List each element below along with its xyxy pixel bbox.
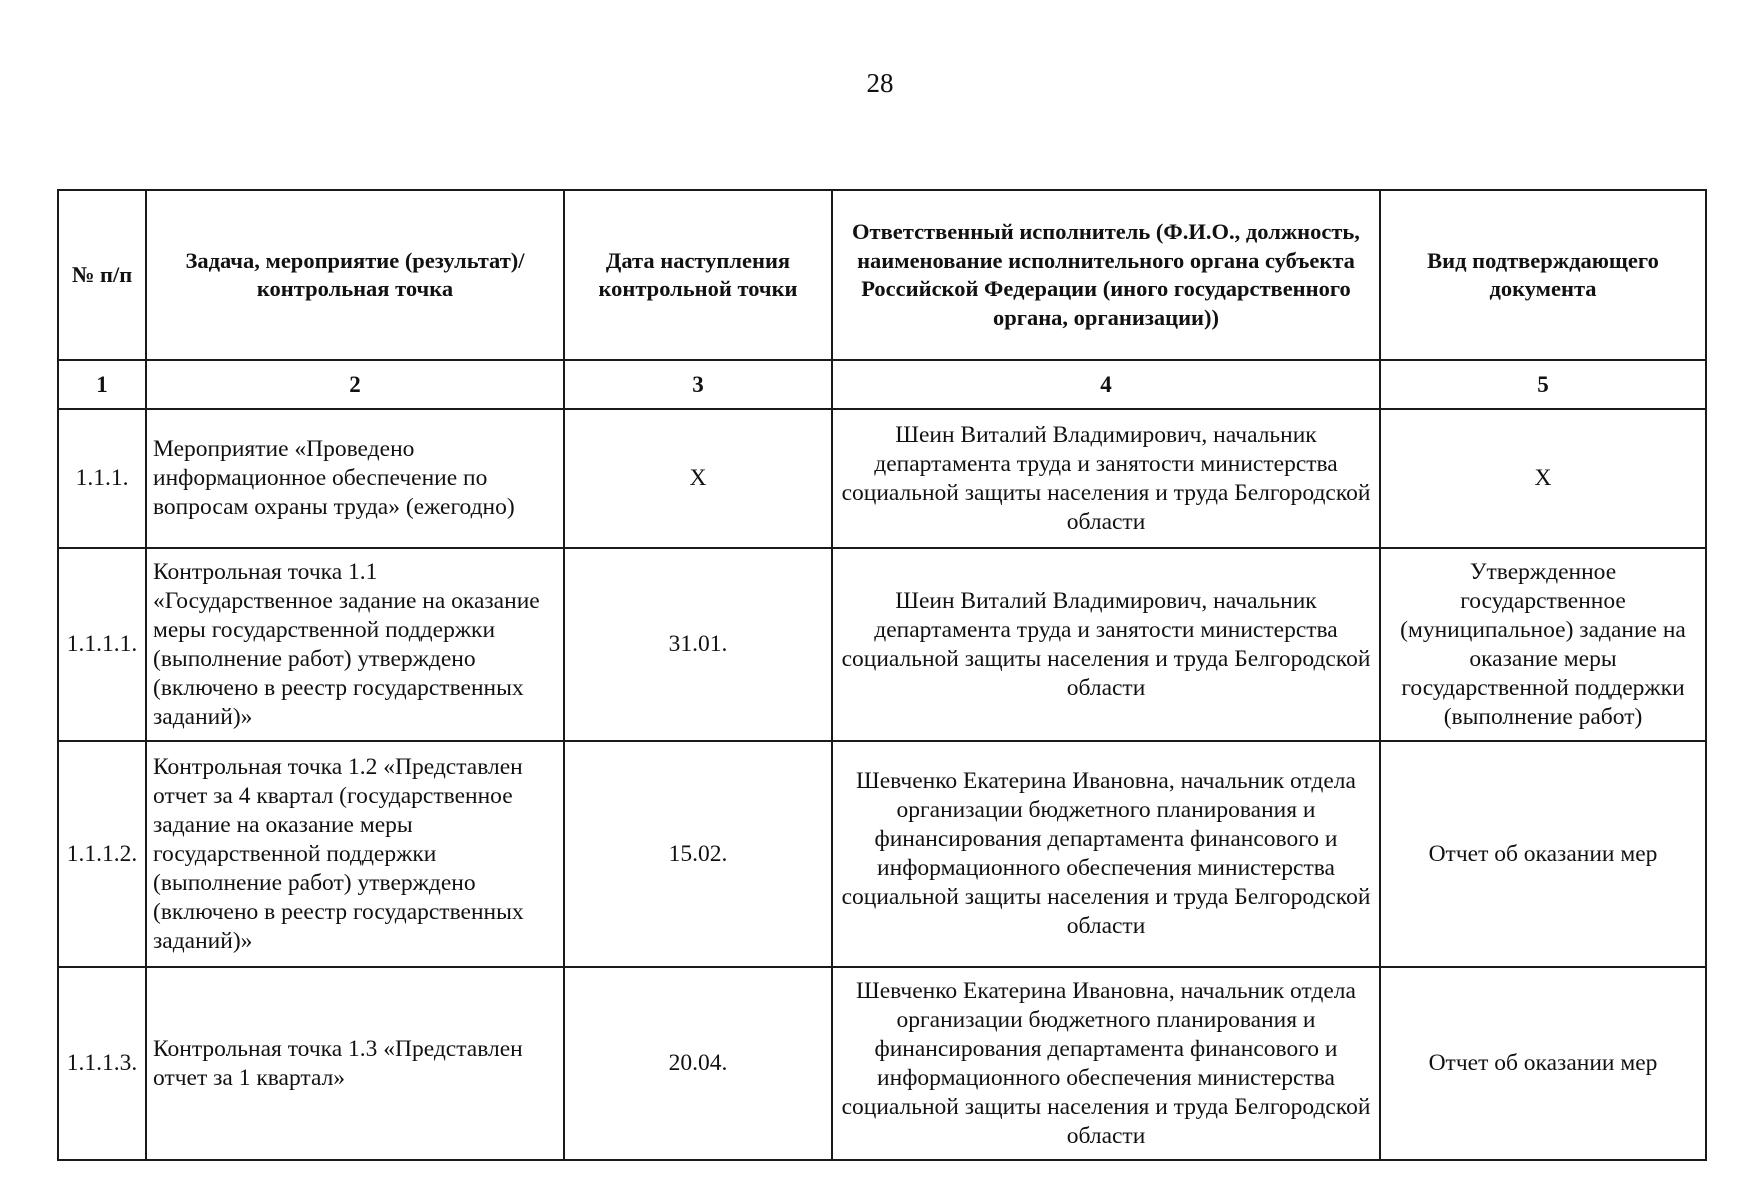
row-number: 1.1.1.1.: [58, 548, 146, 741]
row-task: Контрольная точка 1.2 «Представлен отчет за 4 квартал (государственное задание на оказание меры государственной поддержки (выполнение работ) утверждено (включено в реестр государственных заданий)»: [146, 741, 564, 967]
table-row: [58, 967, 1706, 1160]
row-responsible: Шеин Виталий Владимирович, начальник департамента труда и занятости министерства социальной защиты населения и труда Белгородской области: [832, 409, 1380, 548]
row-task: Контрольная точка 1.3 «Представлен отчет за 1 квартал»: [146, 967, 564, 1160]
table-row: [58, 741, 1706, 967]
row-date: Х: [564, 409, 832, 548]
row-task: Мероприятие «Проведено информационное обеспечение по вопросам охраны труда» (ежегодно): [146, 409, 564, 548]
header-responsible: Ответственный исполнитель (Ф.И.О., должность, наименование исполнительного органа субъекта Российской Федерации (иного государственного органа, организации)): [832, 190, 1380, 360]
table-header-row: [58, 190, 1706, 360]
row-number: 1.1.1.2.: [58, 741, 146, 967]
column-index: 1: [58, 360, 146, 409]
column-index: 2: [146, 360, 564, 409]
row-date: 15.02.: [564, 741, 832, 967]
row-date: 20.04.: [564, 967, 832, 1160]
column-index: 3: [564, 360, 832, 409]
control-points-table: [57, 189, 1707, 1161]
table-row: [58, 548, 1706, 741]
table-row: [58, 409, 1706, 548]
header-number: № п/п: [58, 190, 146, 360]
column-index: 4: [832, 360, 1380, 409]
row-document: Отчет об оказании мер: [1380, 741, 1706, 967]
row-responsible: Шеин Виталий Владимирович, начальник департамента труда и занятости министерства социальной защиты населения и труда Белгородской области: [832, 548, 1380, 741]
header-date: Дата наступления контрольной точки: [564, 190, 832, 360]
row-document: Х: [1380, 409, 1706, 548]
row-responsible: Шевченко Екатерина Ивановна, начальник отдела организации бюджетного планирования и финансирования департамента финансового и информационного обеспечения министерства социальной защиты населения и труда Белгородской области: [832, 741, 1380, 967]
row-number: 1.1.1.3.: [58, 967, 146, 1160]
page-number: 28: [866, 68, 894, 98]
column-index-row: [58, 360, 1706, 409]
row-responsible: Шевченко Екатерина Ивановна, начальник отдела организации бюджетного планирования и финансирования департамента финансового и информационного обеспечения министерства социальной защиты населения и труда Белгородской области: [832, 967, 1380, 1160]
header-task: Задача, мероприятие (результат)/ контрольная точка: [146, 190, 564, 360]
row-date: 31.01.: [564, 548, 832, 741]
column-index: 5: [1380, 360, 1706, 409]
row-number: 1.1.1.: [58, 409, 146, 548]
header-document: Вид подтверждающего документа: [1380, 190, 1706, 360]
row-document: Утвержденное государственное (муниципальное) задание на оказание меры государственной поддержки (выполнение работ): [1380, 548, 1706, 741]
row-task: Контрольная точка 1.1 «Государственное задание на оказание меры государственной поддержки (выполнение работ) утверждено (включено в реестр государственных заданий)»: [146, 548, 564, 741]
row-document: Отчет об оказании мер: [1380, 967, 1706, 1160]
